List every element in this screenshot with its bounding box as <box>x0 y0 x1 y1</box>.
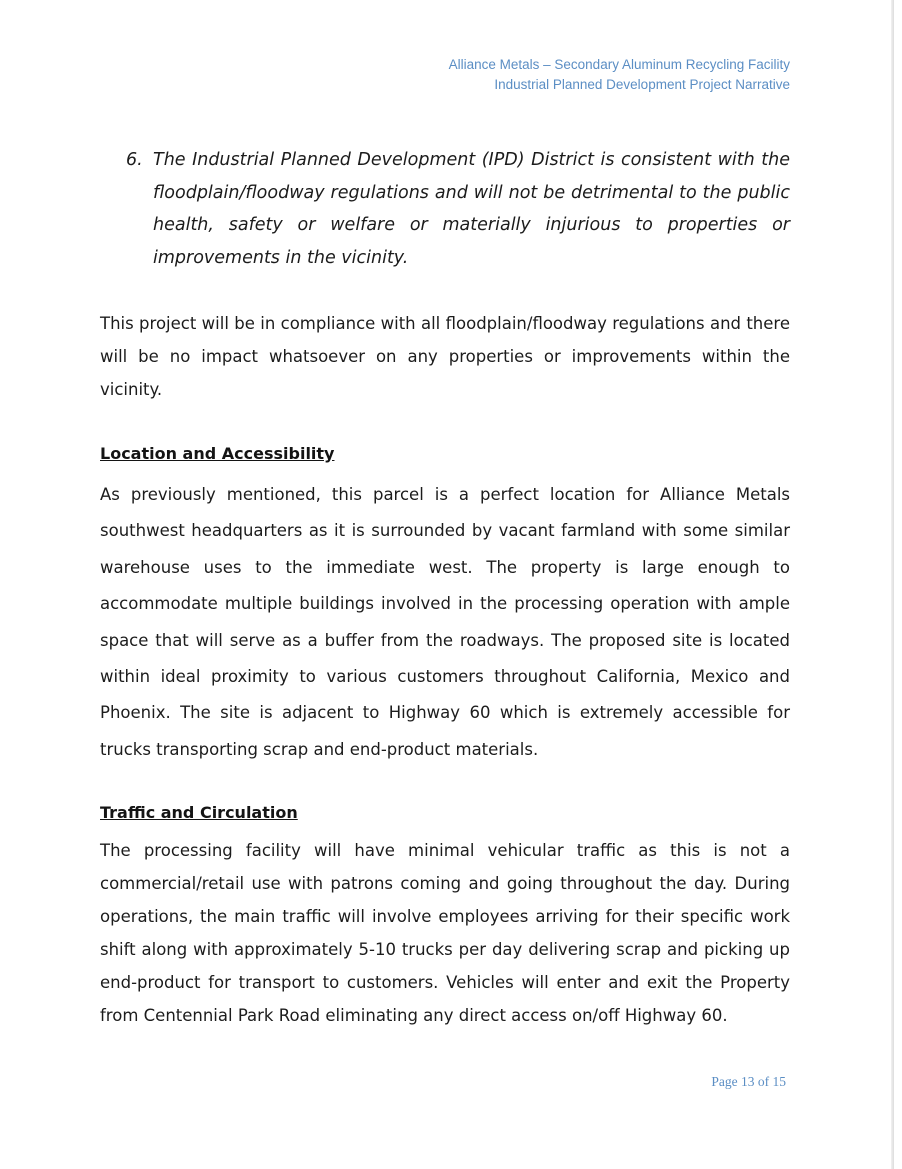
page-edge <box>891 0 894 1169</box>
location-heading: Location and Accessibility <box>100 444 335 463</box>
header-line-2: Industrial Planned Development Project Narrative <box>494 77 790 92</box>
compliance-paragraph: This project will be in compliance with all floodplain/floodway regulations and there will be no impact whatsoever on any properties or improvements within the vicinity. <box>100 314 790 399</box>
traffic-heading: Traffic and Circulation <box>100 803 298 822</box>
page-header <box>449 55 790 95</box>
page-number: Page 13 of 15 <box>711 1074 786 1089</box>
numbered-item-6 <box>126 144 790 274</box>
location-paragraph: As previously mentioned, this parcel is a perfect location for Alliance Metals southwest headquarters as it is surrounded by vacant farmland with some similar warehouse uses to the immediate west. The property is large enough to accommodate multiple buildings involved in the processing operation with ample space that will serve as a buffer from the roadways. The proposed site is located within ideal proximity to various customers throughout California, Mexico and Phoenix. The site is adjacent to Highway 60 which is extremely accessible for trucks transporting scrap and end-product materials. <box>100 485 790 759</box>
traffic-paragraph: The processing facility will have minimal vehicular traffic as this is not a commercial/retail use with patrons coming and going throughout the day. During operations, the main traffic will involve employees arriving for their specific work shift along with approximately 5-10 trucks per day delivering scrap and picking up end-product for transport to customers. Vehicles will enter and exit the Property from Centennial Park Road eliminating any direct access on/off Highway 60. <box>100 841 790 1025</box>
header-line-1: Alliance Metals – Secondary Aluminum Recycling Facility <box>448 57 790 72</box>
item-text: The Industrial Planned Development (IPD) District is consistent with the floodplain/floodway regulations and will not be detrimental to the public health, safety or welfare or materially injurious to properties or improvements in the vicinity. <box>153 150 790 268</box>
item-number: 6. <box>126 150 143 170</box>
